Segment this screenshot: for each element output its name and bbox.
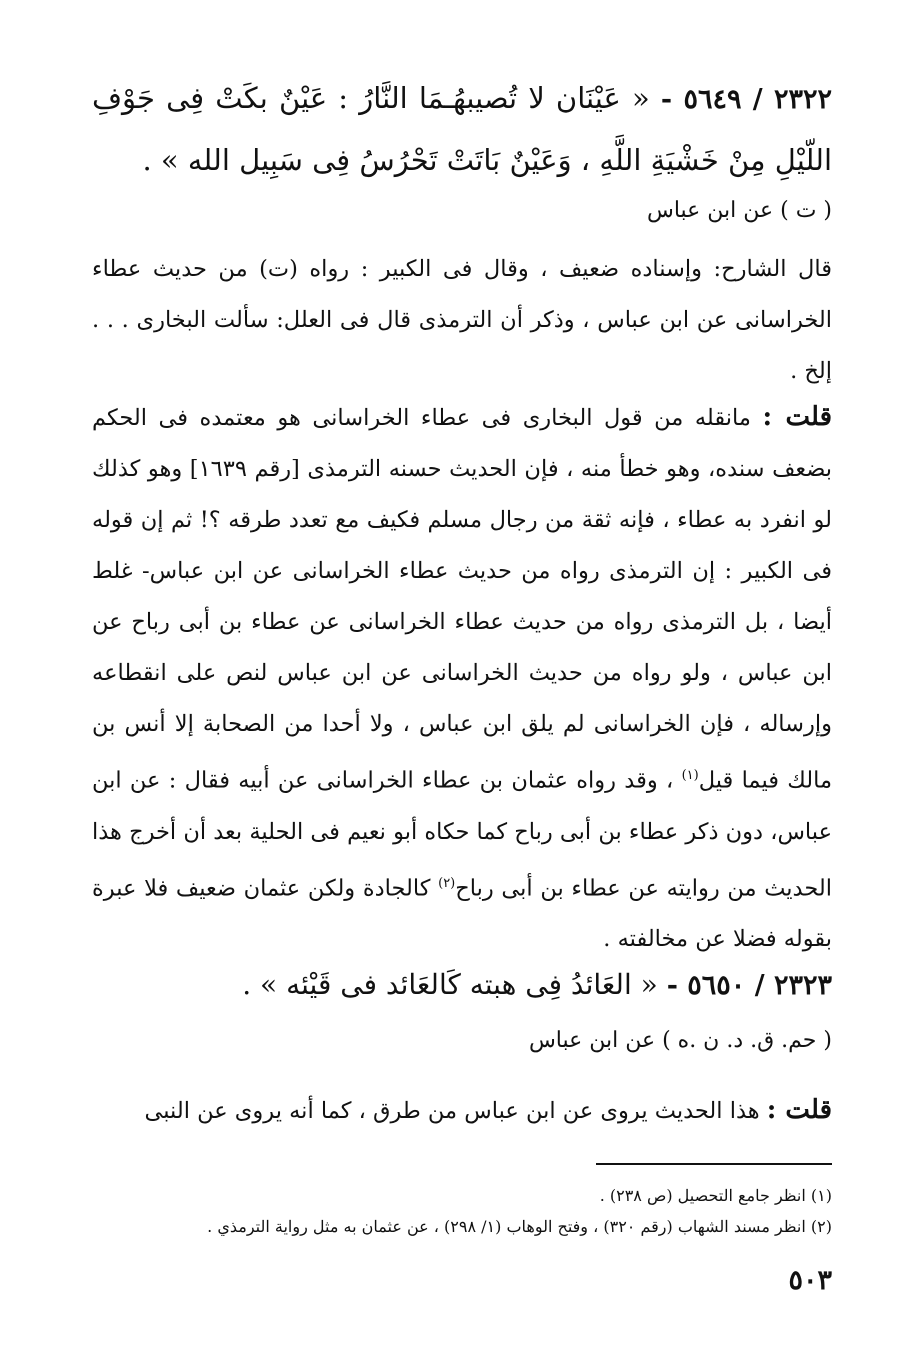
hadith-2323 <box>92 960 832 1011</box>
footnote-ref-2: (٢) <box>438 875 456 891</box>
commentary-paragraph: قال الشارح: وإسناده ضعيف ، وقال فى الكبير : رواه (ت) من حديث عطاء الخراسانى عن ابن عباس ، وذكر أن الترمذى قال فى العلل: سألت البخارى . . . إلخ . <box>92 256 832 384</box>
page-number: ٥٠٣ <box>788 1265 832 1296</box>
response-paragraph <box>92 1085 832 1137</box>
hadith-source: ( حم. ق. د. ن .ه ) عن ابن عباس <box>528 1028 832 1053</box>
footnote-divider <box>596 1163 832 1165</box>
response-text-part3: كالجادة ولكن عثمان ضعيف فلا عبرة بقوله فضلا عن مخالفته . <box>92 875 832 952</box>
hadith-number: ٢٣٢٣ / ٥٦٥٠ - <box>666 970 832 1001</box>
footnote-2: (٢) انظر مسند الشهاب (رقم ٣٢٠) ، وفتح الوهاب (١/ ٢٩٨) ، عن عثمان به مثل رواية الترمذي . <box>207 1217 832 1236</box>
response-text: هذا الحديث يروى عن ابن عباس من طرق ، كما أنه يروى عن النبى <box>144 1098 760 1124</box>
hadith-2322 <box>92 68 832 190</box>
hadith-source: ( ت ) عن ابن عباس <box>646 198 832 223</box>
qult-label: قلت : <box>762 402 833 432</box>
hadith-number: ٢٣٢٢ / ٥٦٤٩ - <box>660 84 832 115</box>
footnotes <box>92 1180 832 1242</box>
footnote-ref-1: (١) <box>681 768 699 783</box>
footnote-1: (١) انظر جامع التحصيل (ص ٢٣٨) . <box>599 1186 832 1205</box>
hadith-text: « العَائدُ فِى هبته كَالعَائد فى قَيْئه » . <box>242 968 658 1001</box>
qult-label: قلت : <box>766 1095 832 1125</box>
response-text-part1: مانقله من قول البخارى فى عطاء الخراسانى هو معتمده فى الحكم بضعف سنده، وهو خطأ منه ، فإن الحديث حسنه الترمذى [رقم ١٦٣٩] وهو كذلك لو انفرد به عطاء ، فإنه ثقة من رجال مسلم فكيف مع تعدد طرقه ؟! ثم إن قوله فى الكبير : إن الترمذى رواه من حديث عطاء الخراسانى عن ابن عباس- غلط أيضا ، بل الترمذى رواه من حديث عطاء الخراسانى عن عطاء بن أبى رباح عن ابن عباس ، ولو رواه من حديث الخراسانى عن ابن عباس لنص على انقطاعه وإرساله ، فإن الخراسانى لم يلق ابن عباس ، ولا أحدا من الصحابة إلا أنس بن مالك فيما قيل <box>92 405 833 794</box>
response-paragraph <box>92 392 832 965</box>
hadith-text: « عَيْنَان لا تُصيبهُـمَا النَّارُ : عَيْنٌ بكَتْ فِى جَوْفِ اللّيْلِ مِنْ خَشْيَةِ اللَّهِ ، وَعَيْنٌ بَاتَتْ تَحْرُسُ فِى سَبِيل الله » . <box>92 81 832 177</box>
response-text-part2: ، وقد رواه عثمان بن عطاء الخراسانى عن أبيه فقال : عن ابن عباس، دون ذكر عطاء بن أبى رباح كما حكاه أبو نعيم فى الحلية بعد أن أخرج هذا الحديث من روايته عن عطاء بن أبى رباح <box>91 767 832 901</box>
